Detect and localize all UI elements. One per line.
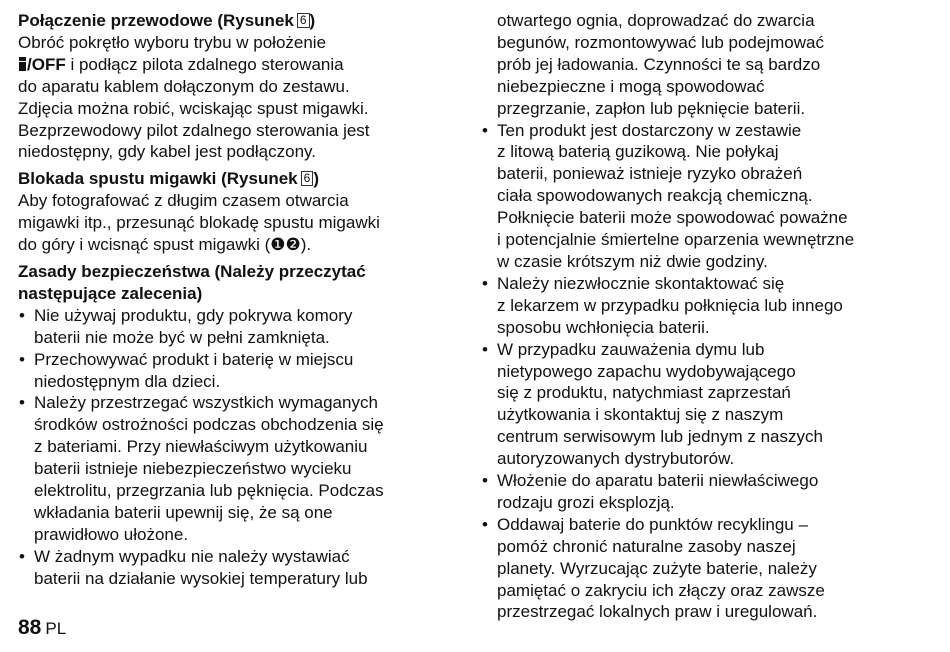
bullet-continuation: nietypowego zapachu wydobywającego [497,361,796,381]
right-column [481,10,933,623]
bullet-continuation: w czasie krótszym niż dwie godziny. [497,251,768,271]
bullet-continuation: baterii istnieje niebezpieczeństwo wycieku [34,459,352,479]
bullet-continuation: prawidłowo ułożone. [34,524,189,544]
bullet-item: • Należy niezwłocznie skontaktować się [481,273,933,295]
bullet-continuation: pomóż chronić naturalne zasoby naszej [497,536,796,556]
safety-heading: Zasady bezpieczeństwa (Należy przeczytać [18,261,366,281]
bullet-continuation: pamiętać o zakryciu ich złączy oraz zawsze [497,580,825,600]
shutter-lock-heading: Blokada spustu migawki (Rysunek 6 ) [18,169,319,189]
paragraph-line: migawki itp., przesunąć blokadę spustu migawki [18,213,380,233]
bullet-continuation: baterii na działanie wysokiej temperatury lub [34,568,368,588]
bullet-continuation: ciała spowodowanych reakcją chemiczną. [497,186,813,206]
off-mode-label: /OFF [18,55,66,74]
bullet-continuation: przegrzanie, zapłon lub pęknięcie baterii. [497,98,806,118]
bullet-continuation: begunów, rozmontowywać lub podejmować [497,32,824,52]
paragraph-line: Obróć pokrętło wyboru trybu w położenie [18,32,327,52]
bullet-continuation: rodzaju grozi eksplozją. [497,492,675,512]
bullet-continuation: elektrolitu, przegrzania lub pęknięcia. Podczas [34,481,384,501]
bullet-item: • Włożenie do aparatu baterii niewłaściwego [481,470,933,492]
bullet-item: • Oddawaj baterie do punktów recyklingu – [481,514,933,536]
paragraph-line: do góry i wcisnąć spust migawki (❶❷). [18,235,312,255]
safety-heading-line2: następujące zalecenia) [18,283,203,303]
paragraph-line: Zdjęcia można robić, wciskając spust migawki. [18,98,369,118]
bullet-continuation: planety. Wyrzucając zużyte baterie, należy [497,558,817,578]
language-code: PL [45,619,67,638]
bullet-continuation: i potencjalnie śmiertelne oparzenia wewnętrzne [497,230,855,250]
bullet-continuation: baterii nie może być w pełni zamknięta. [34,327,330,347]
page-footer [18,616,66,640]
bullet-item: • Przechowywać produkt i baterię w miejscu [18,349,458,371]
bullet-continuation: niedostępnym dla dzieci. [34,371,221,391]
bullet-continuation: z bateriami. Przy niewłaściwym użytkowaniu [34,437,368,457]
figure-ref: 6 [301,171,314,186]
bullet-continuation: centrum serwisowym lub jednym z naszych [497,427,823,447]
bullet-continuation: z litową baterią guzikową. Nie połykaj [497,142,779,162]
bullet-continuation: wkładania baterii upewnij się, że są one [34,502,333,522]
paragraph-line: Bezprzewodowy pilot zdalnego sterowania jest [18,120,370,140]
paragraph-line: Aby fotografować z długim czasem otwarcia [18,191,349,211]
bullet-item: • W żadnym wypadku nie należy wystawiać [18,546,458,568]
bullet-continuation: środków ostrożności podczas obchodzenia się [34,415,384,435]
bullet-item: • Należy przestrzegać wszystkich wymaganych [18,392,458,414]
bullet-continuation: przestrzegać lokalnych praw i uregulowań. [497,602,818,622]
figure-ref: 6 [297,13,310,28]
bullet-continuation: baterii, ponieważ istnieje ryzyko obrażeń [497,164,803,184]
bullet-continuation: z lekarzem w przypadku połknięcia lub innego [497,295,843,315]
bullet-continuation: niebezpieczne i mogą spowodować [497,76,765,96]
paragraph-line: niedostępny, gdy kabel jest podłączony. [18,142,317,162]
bullet-continuation: się z produktu, natychmiast zaprzestań [497,383,791,403]
bullet-continuation: Połknięcie baterii może spowodować poważne [497,208,848,228]
step-markers: ❶❷ [270,235,301,255]
bullet-continuation: autoryzowanych dystrybutorów. [497,449,735,469]
bullet-item: • Ten produkt jest dostarczony w zestawie [481,120,933,142]
left-column [18,10,458,590]
bullet-item: • W przypadku zauważenia dymu lub [481,339,933,361]
wired-connection-heading: Połączenie przewodowe (Rysunek 6 ) [18,11,316,30]
paragraph-line: do aparatu kablem dołączonym do zestawu. [18,76,350,96]
bullet-continuation: użytkowania i skontaktuj się z naszym [497,405,784,425]
bullet-continuation: otwartego ognia, doprowadzać do zwarcia [497,11,815,30]
paragraph-line: /OFF i podłącz pilota zdalnego sterowania [18,54,458,76]
self-timer-icon [18,57,27,71]
bullet-item: • Nie używaj produktu, gdy pokrywa komory [18,305,458,327]
page-number: 88 [18,616,42,639]
bullet-continuation: sposobu wchłonięcia baterii. [497,317,710,337]
bullet-continuation: prób jej ładowania. Czynności te są bardzo [497,54,821,74]
